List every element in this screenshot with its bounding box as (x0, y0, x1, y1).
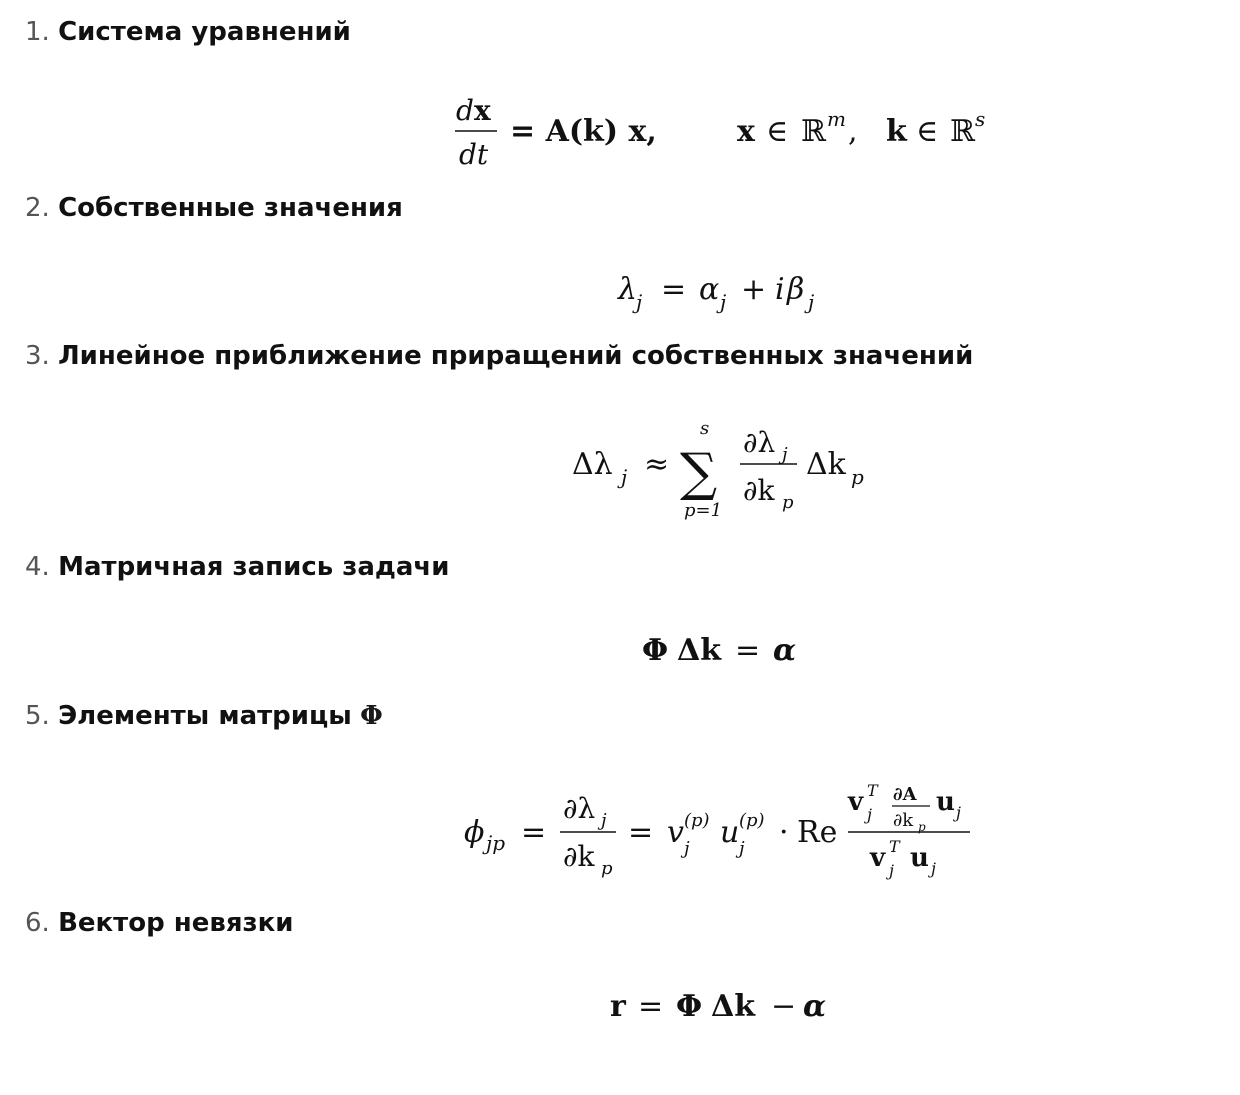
formula-token: α (699, 272, 720, 307)
formula-token: v (870, 843, 886, 873)
formula-token: i (775, 272, 785, 307)
formula-token: = (628, 815, 654, 850)
formula-token: j (636, 290, 643, 314)
formula-token: ∂λ (563, 792, 596, 825)
section-number: 1. (25, 17, 50, 47)
section-heading-4 (25, 551, 450, 583)
section-title: Линейное приближение приращений собственных значений (58, 341, 974, 371)
section-number: 2. (25, 193, 50, 223)
formula-token: Φ (676, 989, 703, 1024)
formula-token: x (474, 94, 491, 127)
formula-token: Φ (642, 633, 669, 668)
formula-token: p (601, 858, 613, 879)
section-heading-3 (25, 340, 973, 372)
formula-token: α (803, 989, 827, 1024)
formula-token: Δk (677, 633, 722, 668)
formula-token: = (661, 272, 687, 307)
formula-token: s (700, 418, 710, 439)
formula-token: Δk (711, 989, 756, 1024)
section-title: Система уравнений (58, 17, 351, 47)
formula-token: p (918, 820, 926, 834)
section-number: 3. (25, 341, 50, 371)
formula-token: (p) (739, 810, 765, 831)
formula-token: ∂λ (743, 426, 776, 459)
formula-residual-vector (0, 975, 1240, 1095)
formula-token: = A(k) x, (510, 114, 657, 149)
summation-symbol: ∑ (680, 443, 718, 503)
formula-token: j (621, 465, 628, 489)
formula-token: r (610, 989, 626, 1024)
formula-token: j (931, 859, 936, 878)
formula-token: = (735, 633, 761, 668)
section-heading-2 (25, 192, 403, 224)
formula-token: ∂k (563, 840, 595, 873)
formula-token: ≈ (644, 447, 670, 482)
formula-token: m (827, 107, 846, 131)
formula-linear-approximation (0, 410, 1240, 530)
formula-token: (p) (684, 810, 710, 831)
formula-token: v (667, 815, 684, 850)
formula-token: j (956, 803, 961, 822)
section-number: 4. (25, 552, 50, 582)
formula-token: β (787, 272, 805, 307)
formula-token: ∈ (766, 114, 789, 149)
formula-token: dt (459, 138, 489, 171)
formula-token: j (601, 810, 607, 831)
formula-token: u (910, 843, 929, 873)
formula-token: j (808, 290, 815, 314)
formula-token: x (737, 114, 755, 149)
section-title: Элементы матрицы (58, 701, 352, 731)
formula-token: ∂k (743, 474, 775, 507)
formula-token: Δλ (572, 447, 613, 482)
formula-token: T (889, 837, 900, 856)
formula-token: ∂k (893, 810, 914, 831)
formula-token: j (720, 290, 727, 314)
formula-token: k (886, 114, 907, 149)
formula-token: jp (486, 831, 506, 855)
formula-token: = (521, 815, 547, 850)
formula-token: ∂A (893, 784, 917, 805)
formula-token: d (456, 94, 474, 127)
formula-token: s (975, 107, 986, 131)
section-heading-6 (25, 907, 294, 939)
formula-token: p (851, 465, 864, 489)
formula-token: ∈ (916, 114, 939, 149)
formula-token: T (867, 781, 878, 800)
section-title: Собственные значения (58, 193, 403, 223)
formula-token: j (867, 805, 872, 824)
formula-token: = (638, 989, 664, 1024)
section-number: 6. (25, 908, 50, 938)
formula-token: j (782, 444, 788, 465)
formula-token: p=1 (684, 500, 723, 521)
section-number: 5. (25, 701, 50, 731)
formula-token: · (779, 815, 789, 850)
formula-token: ℝ (801, 114, 826, 149)
formula-token: j (889, 861, 894, 880)
formula-token: ϕ (464, 815, 485, 850)
formula-token: ℝ (950, 114, 975, 149)
formula-system (0, 80, 1240, 200)
matrix-symbol: Φ (360, 701, 383, 731)
formula-token: u (720, 815, 740, 850)
formula-token: α (773, 633, 797, 668)
section-heading-1 (25, 16, 351, 48)
formula-token: λ (618, 272, 638, 307)
formula-token: , (848, 114, 858, 149)
formula-matrix-elements (0, 770, 1240, 890)
formula-token: u (936, 787, 955, 817)
formula-token: p (782, 492, 794, 513)
formula-token: + (741, 272, 767, 307)
formula-token: j (739, 838, 745, 859)
formula-token: j (684, 838, 690, 859)
formula-token: − (771, 989, 797, 1024)
formula-token: Re (797, 815, 838, 850)
section-heading-5 (25, 700, 383, 732)
section-title: Матричная запись задачи (58, 552, 450, 582)
section-title: Вектор невязки (58, 908, 294, 938)
formula-token: Δk (806, 447, 846, 482)
formula-token: v (848, 787, 864, 817)
